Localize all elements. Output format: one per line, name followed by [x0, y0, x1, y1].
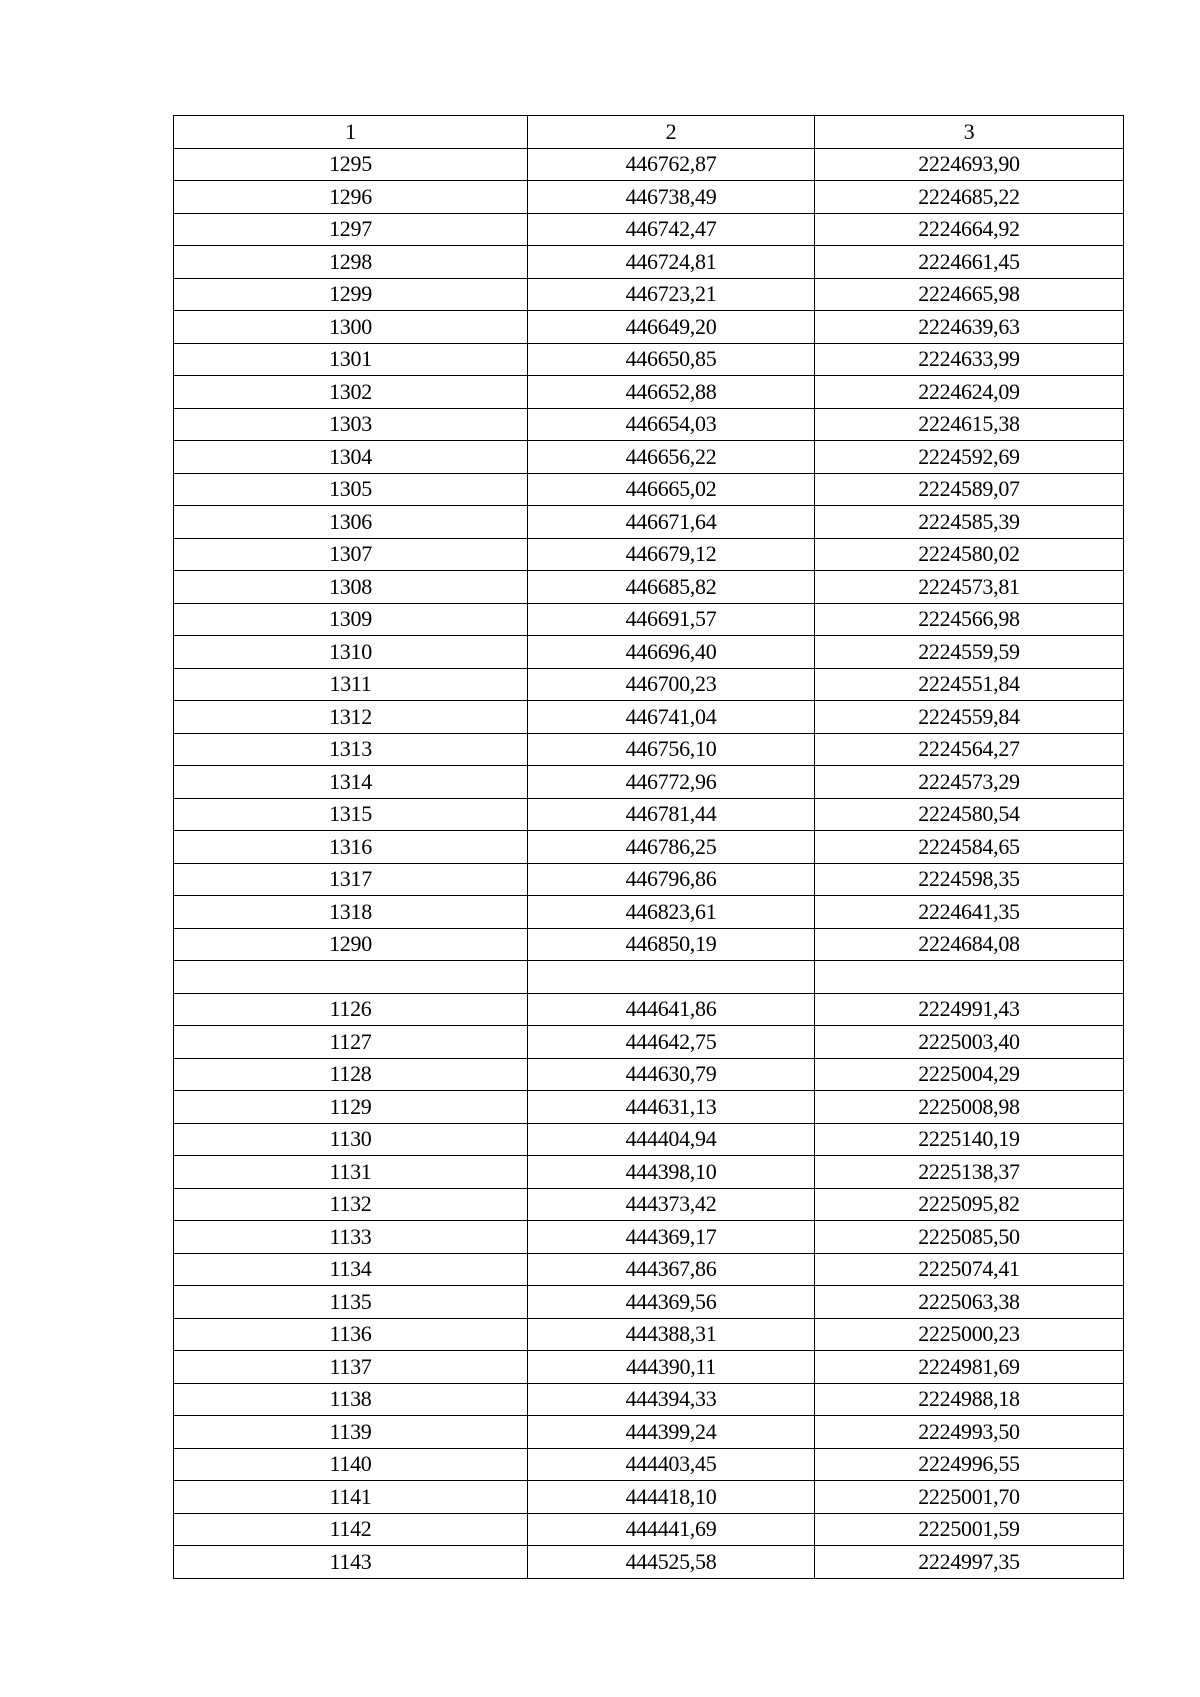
y-coordinate-cell: 2224997,35	[815, 1546, 1124, 1579]
y-coordinate-cell: 2224641,35	[815, 896, 1124, 929]
point-number-cell: 1297	[174, 213, 528, 246]
table-row	[174, 408, 1124, 441]
x-coordinate-cell: 446700,23	[528, 668, 815, 701]
y-coordinate-cell: 2224665,98	[815, 278, 1124, 311]
x-coordinate-cell: 446685,82	[528, 571, 815, 604]
point-number-cell: 1304	[174, 441, 528, 474]
point-number-cell: 1298	[174, 246, 528, 279]
y-coordinate-cell: 2224981,69	[815, 1351, 1124, 1384]
table-row	[174, 1091, 1124, 1124]
y-coordinate-cell: 2225003,40	[815, 1026, 1124, 1059]
x-coordinate-cell: 446781,44	[528, 798, 815, 831]
x-coordinate-cell: 444399,24	[528, 1416, 815, 1449]
table-row	[174, 278, 1124, 311]
x-coordinate-cell: 446786,25	[528, 831, 815, 864]
table-row	[174, 1286, 1124, 1319]
x-coordinate-cell: 444390,11	[528, 1351, 815, 1384]
point-number-cell: 1142	[174, 1513, 528, 1546]
table-row	[174, 798, 1124, 831]
point-number-cell: 1140	[174, 1448, 528, 1481]
x-coordinate-cell: 444404,94	[528, 1123, 815, 1156]
y-coordinate-cell: 2225000,23	[815, 1318, 1124, 1351]
y-coordinate-cell: 2224573,81	[815, 571, 1124, 604]
point-number-cell: 1130	[174, 1123, 528, 1156]
point-number-cell: 1300	[174, 311, 528, 344]
table-row	[174, 1221, 1124, 1254]
x-coordinate-cell: 446724,81	[528, 246, 815, 279]
x-coordinate-cell: 446650,85	[528, 343, 815, 376]
table-row	[174, 571, 1124, 604]
x-coordinate-cell: 444369,17	[528, 1221, 815, 1254]
column-header-1: 1	[174, 116, 528, 149]
x-coordinate-cell: 446742,47	[528, 213, 815, 246]
table-row	[174, 636, 1124, 669]
table-row	[174, 863, 1124, 896]
table-row	[174, 1416, 1124, 1449]
x-coordinate-cell: 444373,42	[528, 1188, 815, 1221]
table-row	[174, 343, 1124, 376]
y-coordinate-cell: 2224566,98	[815, 603, 1124, 636]
y-coordinate-cell: 2225004,29	[815, 1058, 1124, 1091]
table-row	[174, 1318, 1124, 1351]
table-row	[174, 928, 1124, 961]
point-number-cell: 1317	[174, 863, 528, 896]
y-coordinate-cell: 2224624,09	[815, 376, 1124, 409]
table-row	[174, 1026, 1124, 1059]
x-coordinate-cell: 444418,10	[528, 1481, 815, 1514]
x-coordinate-cell: 444642,75	[528, 1026, 815, 1059]
y-coordinate-cell: 2224685,22	[815, 181, 1124, 214]
table-row	[174, 213, 1124, 246]
table-row	[174, 148, 1124, 181]
x-coordinate-cell: 444630,79	[528, 1058, 815, 1091]
x-coordinate-cell: 444441,69	[528, 1513, 815, 1546]
y-coordinate-cell: 2224633,99	[815, 343, 1124, 376]
x-coordinate-cell: 444398,10	[528, 1156, 815, 1189]
point-number-cell: 1305	[174, 473, 528, 506]
y-coordinate-cell: 2224996,55	[815, 1448, 1124, 1481]
y-coordinate-cell: 2224639,63	[815, 311, 1124, 344]
point-number-cell: 1138	[174, 1383, 528, 1416]
point-number-cell: 1131	[174, 1156, 528, 1189]
point-number-cell: 1309	[174, 603, 528, 636]
table-row	[174, 1383, 1124, 1416]
point-number-cell: 1303	[174, 408, 528, 441]
y-coordinate-cell	[815, 961, 1124, 994]
x-coordinate-cell: 446772,96	[528, 766, 815, 799]
point-number-cell: 1128	[174, 1058, 528, 1091]
x-coordinate-cell: 446723,21	[528, 278, 815, 311]
y-coordinate-cell: 2225008,98	[815, 1091, 1124, 1124]
table-row	[174, 831, 1124, 864]
x-coordinate-cell: 444369,56	[528, 1286, 815, 1319]
table-row	[174, 1123, 1124, 1156]
y-coordinate-cell: 2224589,07	[815, 473, 1124, 506]
y-coordinate-cell: 2224598,35	[815, 863, 1124, 896]
y-coordinate-cell: 2224988,18	[815, 1383, 1124, 1416]
point-number-cell: 1139	[174, 1416, 528, 1449]
y-coordinate-cell: 2225063,38	[815, 1286, 1124, 1319]
table-row	[174, 701, 1124, 734]
x-coordinate-cell: 446679,12	[528, 538, 815, 571]
table-row	[174, 441, 1124, 474]
x-coordinate-cell: 446649,20	[528, 311, 815, 344]
y-coordinate-cell: 2225074,41	[815, 1253, 1124, 1286]
table-row	[174, 1448, 1124, 1481]
y-coordinate-cell: 2224693,90	[815, 148, 1124, 181]
point-number-cell: 1299	[174, 278, 528, 311]
x-coordinate-cell: 446850,19	[528, 928, 815, 961]
table-row	[174, 961, 1124, 994]
header-row	[174, 116, 1124, 149]
table-body	[174, 148, 1124, 1578]
point-number-cell: 1315	[174, 798, 528, 831]
y-coordinate-cell: 2224592,69	[815, 441, 1124, 474]
y-coordinate-cell: 2224584,65	[815, 831, 1124, 864]
y-coordinate-cell: 2224661,45	[815, 246, 1124, 279]
x-coordinate-cell: 446738,49	[528, 181, 815, 214]
x-coordinate-cell: 446656,22	[528, 441, 815, 474]
y-coordinate-cell: 2225138,37	[815, 1156, 1124, 1189]
point-number-cell: 1308	[174, 571, 528, 604]
y-coordinate-cell: 2225140,19	[815, 1123, 1124, 1156]
x-coordinate-cell: 446756,10	[528, 733, 815, 766]
y-coordinate-cell: 2224564,27	[815, 733, 1124, 766]
point-number-cell: 1306	[174, 506, 528, 539]
x-coordinate-cell	[528, 961, 815, 994]
x-coordinate-cell: 446665,02	[528, 473, 815, 506]
x-coordinate-cell: 446671,64	[528, 506, 815, 539]
x-coordinate-cell: 446823,61	[528, 896, 815, 929]
x-coordinate-cell: 446696,40	[528, 636, 815, 669]
y-coordinate-cell: 2225001,70	[815, 1481, 1124, 1514]
point-number-cell: 1127	[174, 1026, 528, 1059]
point-number-cell: 1302	[174, 376, 528, 409]
point-number-cell: 1314	[174, 766, 528, 799]
point-number-cell: 1135	[174, 1286, 528, 1319]
x-coordinate-cell: 444394,33	[528, 1383, 815, 1416]
y-coordinate-cell: 2224684,08	[815, 928, 1124, 961]
table-row	[174, 993, 1124, 1026]
table-row	[174, 733, 1124, 766]
table-row	[174, 181, 1124, 214]
y-coordinate-cell: 2224551,84	[815, 668, 1124, 701]
x-coordinate-cell: 444367,86	[528, 1253, 815, 1286]
x-coordinate-cell: 446652,88	[528, 376, 815, 409]
table-row	[174, 376, 1124, 409]
point-number-cell: 1316	[174, 831, 528, 864]
point-number-cell: 1313	[174, 733, 528, 766]
table-row	[174, 668, 1124, 701]
point-number-cell: 1312	[174, 701, 528, 734]
table-row	[174, 538, 1124, 571]
x-coordinate-cell: 446691,57	[528, 603, 815, 636]
point-number-cell: 1134	[174, 1253, 528, 1286]
y-coordinate-cell: 2224580,54	[815, 798, 1124, 831]
point-number-cell: 1307	[174, 538, 528, 571]
y-coordinate-cell: 2224580,02	[815, 538, 1124, 571]
table-row	[174, 1253, 1124, 1286]
x-coordinate-cell: 446796,86	[528, 863, 815, 896]
point-number-cell: 1133	[174, 1221, 528, 1254]
point-number-cell: 1137	[174, 1351, 528, 1384]
x-coordinate-cell: 446741,04	[528, 701, 815, 734]
y-coordinate-cell: 2224991,43	[815, 993, 1124, 1026]
y-coordinate-cell: 2225095,82	[815, 1188, 1124, 1221]
point-number-cell: 1318	[174, 896, 528, 929]
table-row	[174, 766, 1124, 799]
y-coordinate-cell: 2225001,59	[815, 1513, 1124, 1546]
x-coordinate-cell: 444641,86	[528, 993, 815, 1026]
point-number-cell: 1290	[174, 928, 528, 961]
table-row	[174, 896, 1124, 929]
table-row	[174, 246, 1124, 279]
y-coordinate-cell: 2224573,29	[815, 766, 1124, 799]
point-number-cell: 1129	[174, 1091, 528, 1124]
point-number-cell: 1301	[174, 343, 528, 376]
point-number-cell: 1295	[174, 148, 528, 181]
point-number-cell: 1132	[174, 1188, 528, 1221]
point-number-cell: 1310	[174, 636, 528, 669]
point-number-cell: 1141	[174, 1481, 528, 1514]
y-coordinate-cell: 2224585,39	[815, 506, 1124, 539]
y-coordinate-cell: 2224664,92	[815, 213, 1124, 246]
x-coordinate-cell: 446762,87	[528, 148, 815, 181]
table-row	[174, 1351, 1124, 1384]
table-row	[174, 1188, 1124, 1221]
y-coordinate-cell: 2224993,50	[815, 1416, 1124, 1449]
table-row	[174, 1481, 1124, 1514]
point-number-cell: 1136	[174, 1318, 528, 1351]
x-coordinate-cell: 446654,03	[528, 408, 815, 441]
x-coordinate-cell: 444631,13	[528, 1091, 815, 1124]
table-row	[174, 603, 1124, 636]
point-number-cell	[174, 961, 528, 994]
point-number-cell: 1311	[174, 668, 528, 701]
y-coordinate-cell: 2225085,50	[815, 1221, 1124, 1254]
table-row	[174, 311, 1124, 344]
point-number-cell: 1143	[174, 1546, 528, 1579]
y-coordinate-cell: 2224559,59	[815, 636, 1124, 669]
table-row	[174, 506, 1124, 539]
coordinates-table	[173, 115, 1124, 1579]
y-coordinate-cell: 2224615,38	[815, 408, 1124, 441]
column-header-2: 2	[528, 116, 815, 149]
column-header-3: 3	[815, 116, 1124, 149]
x-coordinate-cell: 444403,45	[528, 1448, 815, 1481]
table-row	[174, 1156, 1124, 1189]
x-coordinate-cell: 444388,31	[528, 1318, 815, 1351]
x-coordinate-cell: 444525,58	[528, 1546, 815, 1579]
table-row	[174, 473, 1124, 506]
table-header	[174, 116, 1124, 149]
table-row	[174, 1513, 1124, 1546]
y-coordinate-cell: 2224559,84	[815, 701, 1124, 734]
point-number-cell: 1126	[174, 993, 528, 1026]
table-row	[174, 1546, 1124, 1579]
table-row	[174, 1058, 1124, 1091]
point-number-cell: 1296	[174, 181, 528, 214]
